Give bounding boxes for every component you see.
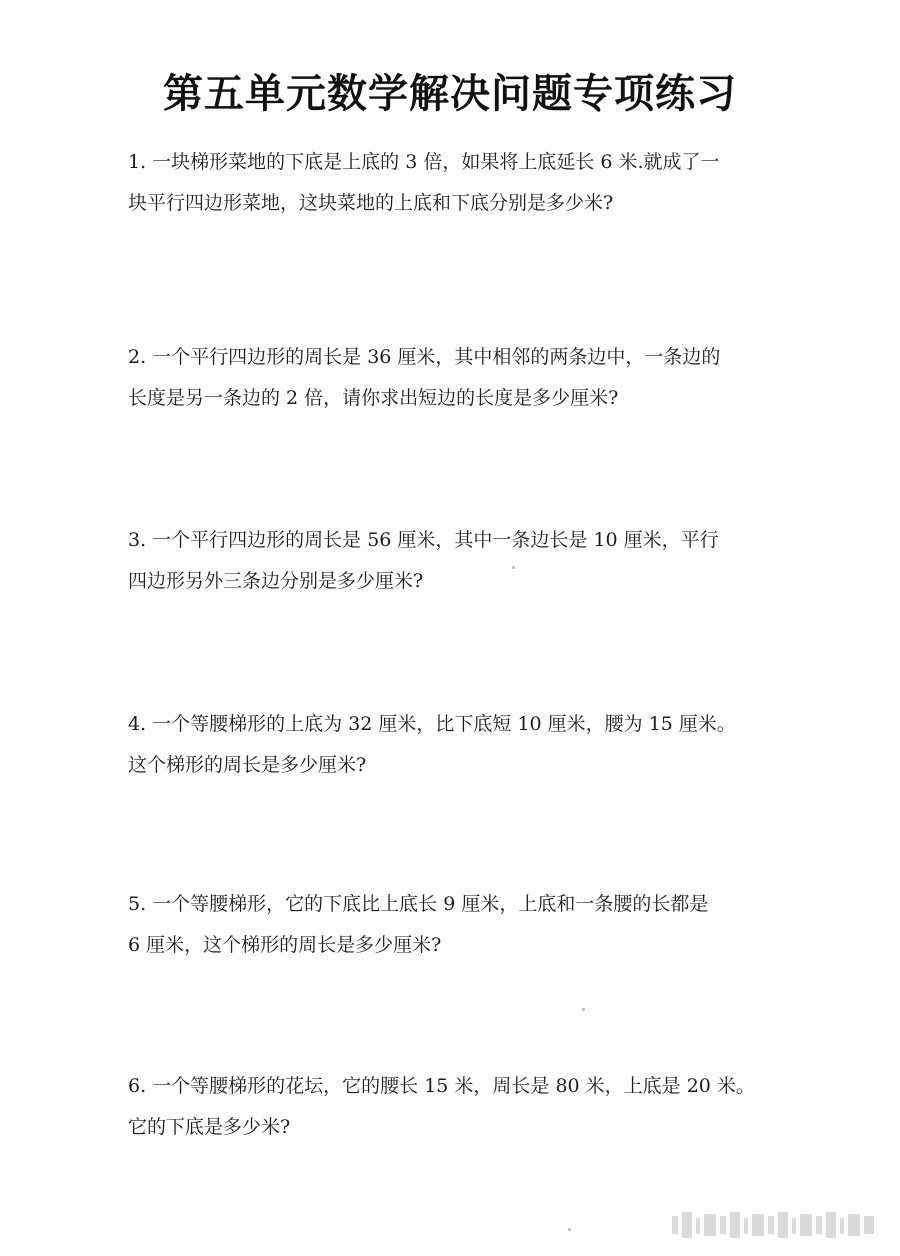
problem-3 bbox=[128, 520, 778, 602]
problem-5 bbox=[128, 884, 778, 966]
problem-1-line-1: 1. 一块梯形菜地的下底是上底的 3 倍，如果将上底延长 6 米.就成了一 bbox=[128, 151, 720, 173]
problem-1-line-2: 块平行四边形菜地，这块菜地的上底和下底分别是多少米? bbox=[128, 192, 614, 214]
problem-5-line-1: 5. 一个等腰梯形，它的下底比上底长 9 厘米，上底和一条腰的长都是 bbox=[128, 893, 709, 915]
scan-speck bbox=[582, 1008, 585, 1011]
problem-4-line-1: 4. 一个等腰梯形的上底为 32 厘米，比下底短 10 厘米，腰为 15 厘米。 bbox=[128, 713, 736, 735]
problem-3-line-2: 四边形另外三条边分别是多少厘米? bbox=[128, 570, 424, 592]
problem-2-line-2: 长度是另一条边的 2 倍，请你求出短边的长度是多少厘米? bbox=[128, 387, 619, 409]
problem-4 bbox=[128, 704, 778, 786]
problem-6-line-1: 6. 一个等腰梯形的花坛，它的腰长 15 米，周长是 80 米，上底是 20 米。 bbox=[128, 1075, 755, 1097]
problem-1 bbox=[128, 142, 778, 224]
problem-5-line-2: 6 厘米，这个梯形的周长是多少厘米? bbox=[128, 934, 442, 956]
scan-speck bbox=[568, 1228, 571, 1231]
problem-4-line-2: 这个梯形的周长是多少厘米? bbox=[128, 754, 367, 776]
watermark-icon bbox=[670, 1208, 878, 1242]
problem-2 bbox=[128, 337, 778, 419]
problem-6 bbox=[128, 1066, 778, 1148]
scan-speck bbox=[512, 566, 515, 569]
problem-3-line-1: 3. 一个平行四边形的周长是 56 厘米，其中一条边长是 10 厘米，平行 bbox=[128, 529, 719, 551]
problem-6-line-2: 它的下底是多少米? bbox=[128, 1116, 291, 1138]
worksheet-title: 第五单元数学解决问题专项练习 bbox=[163, 71, 737, 117]
problem-2-line-1: 2. 一个平行四边形的周长是 36 厘米，其中相邻的两条边中，一条边的 bbox=[128, 346, 721, 368]
